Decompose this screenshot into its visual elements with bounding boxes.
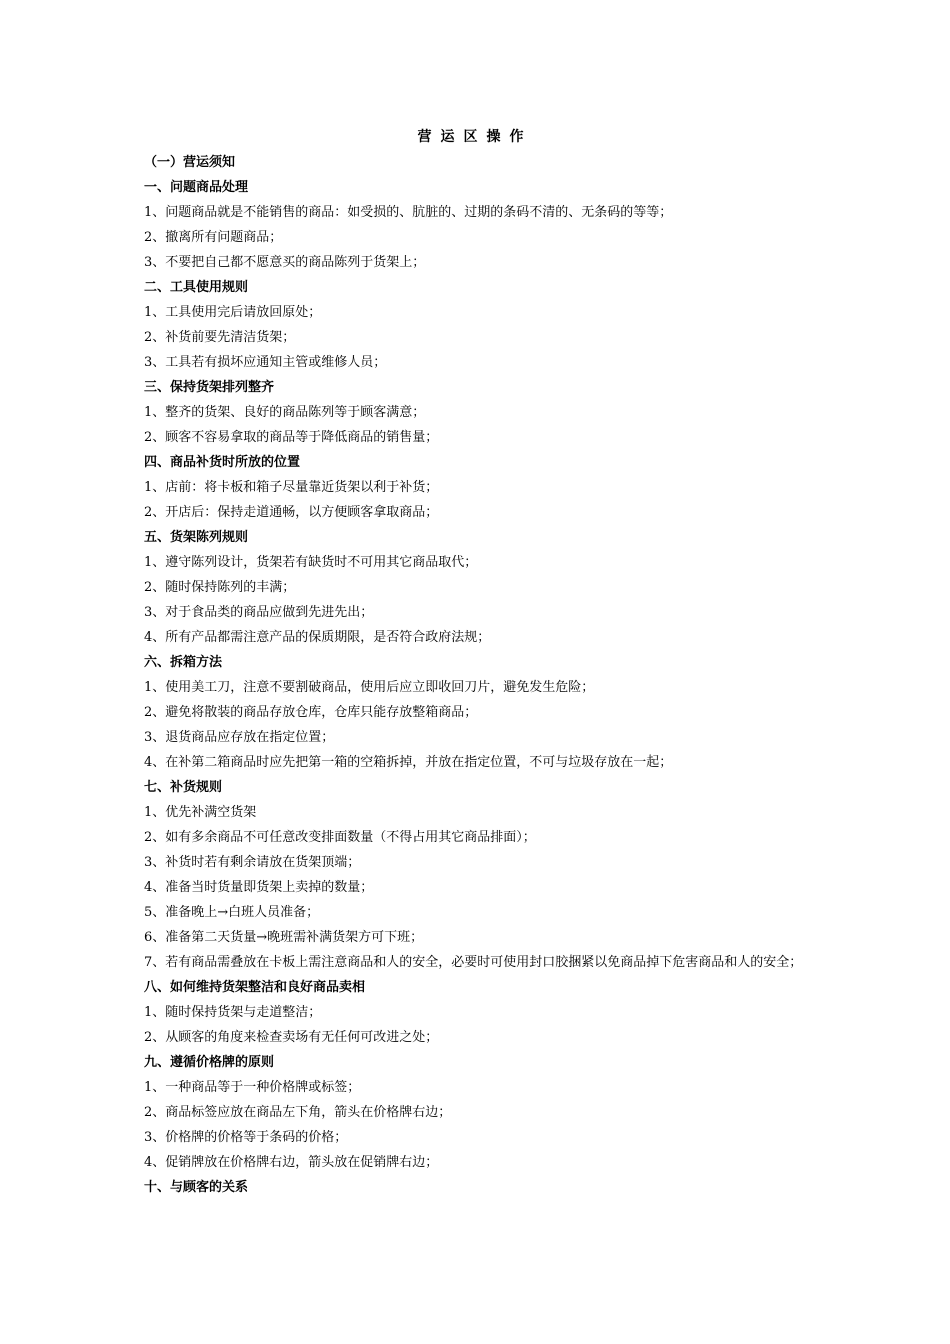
section-heading-8: 八、如何维持货架整洁和良好商品卖相: [144, 980, 366, 995]
section-heading-6: 六、拆箱方法: [144, 655, 223, 670]
list-item: 2、如有多余商品不可任意改变排面数量（不得占用其它商品排面）；: [144, 830, 536, 845]
list-item: 1、问题商品就是不能销售的商品：如受损的、肮脏的、过期的条码不清的、无条码的等等；: [144, 205, 673, 220]
list-item: 3、价格牌的价格等于条码的价格；: [144, 1130, 348, 1145]
section-heading-2: 二、工具使用规则: [144, 280, 249, 295]
section-heading-10: 十、与顾客的关系: [144, 1180, 249, 1195]
section-heading-7: 七、补货规则: [144, 780, 223, 795]
list-item: 5、准备晚上→白班人员准备；: [144, 905, 320, 920]
list-item: 2、随时保持陈列的丰满；: [144, 580, 296, 595]
section-heading-5: 五、货架陈列规则: [144, 530, 249, 545]
list-item: 1、优先补满空货架: [144, 805, 257, 820]
section-heading-3: 三、保持货架排列整齐: [144, 380, 275, 395]
list-item: 2、从顾客的角度来检查卖场有无任何可改进之处；: [144, 1030, 439, 1045]
list-item: 3、不要把自己都不愿意买的商品陈列于货架上；: [144, 255, 426, 270]
list-item: 1、整齐的货架、良好的商品陈列等于顾客满意；: [144, 405, 426, 420]
list-item: 1、使用美工刀，注意不要割破商品，使用后应立即收回刀片，避免发生危险；: [144, 680, 595, 695]
list-item: 3、退货商品应存放在指定位置；: [144, 730, 335, 745]
list-item: 2、避免将散装的商品存放仓库，仓库只能存放整箱商品；: [144, 705, 478, 720]
document-body: [144, 150, 824, 1200]
list-item: 1、店前：将卡板和箱子尽量靠近货架以利于补货；: [144, 480, 439, 495]
list-item: 3、对于食品类的商品应做到先进先出；: [144, 605, 374, 620]
list-item: 3、工具若有损坏应通知主管或维修人员；: [144, 355, 387, 370]
list-item: 4、促销牌放在价格牌右边，箭头放在促销牌右边；: [144, 1155, 439, 1170]
list-item: 1、一种商品等于一种价格牌或标签；: [144, 1080, 361, 1095]
list-item: 4、准备当时货量即货架上卖掉的数量；: [144, 880, 374, 895]
list-item: 6、准备第二天货量→晚班需补满货架方可下班；: [144, 930, 424, 945]
document-subtitle: （一）营运须知: [144, 155, 236, 170]
list-item: 4、在补第二箱商品时应先把第一箱的空箱拆掉，并放在指定位置，不可与垃圾存放在一起；: [144, 755, 673, 770]
list-item: 2、补货前要先清洁货架；: [144, 330, 296, 345]
list-item: 4、所有产品都需注意产品的保质期限，是否符合政府法规；: [144, 630, 491, 645]
list-item: 1、随时保持货架与走道整洁；: [144, 1005, 322, 1020]
list-item: 2、撤离所有问题商品；: [144, 230, 283, 245]
section-heading-4: 四、商品补货时所放的位置: [144, 455, 301, 470]
list-item: 1、工具使用完后请放回原处；: [144, 305, 322, 320]
document-title: 营运区操作: [417, 129, 533, 145]
section-heading-9: 九、遵循价格牌的原则: [144, 1055, 275, 1070]
list-item: 2、顾客不容易拿取的商品等于降低商品的销售量；: [144, 430, 439, 445]
list-item: 2、开店后：保持走道通畅，以方便顾客拿取商品；: [144, 505, 439, 520]
list-item: 2、商品标签应放在商品左下角，箭头在价格牌右边；: [144, 1105, 452, 1120]
list-item: 7、若有商品需叠放在卡板上需注意商品和人的安全，必要时可使用封口胶捆紧以免商品掉下危害商品和人的安全；: [144, 955, 803, 970]
list-item: 3、补货时若有剩余请放在货架顶端；: [144, 855, 361, 870]
section-heading-1: 一、问题商品处理: [144, 180, 249, 195]
list-item: 1、遵守陈列设计，货架若有缺货时不可用其它商品取代；: [144, 555, 478, 570]
